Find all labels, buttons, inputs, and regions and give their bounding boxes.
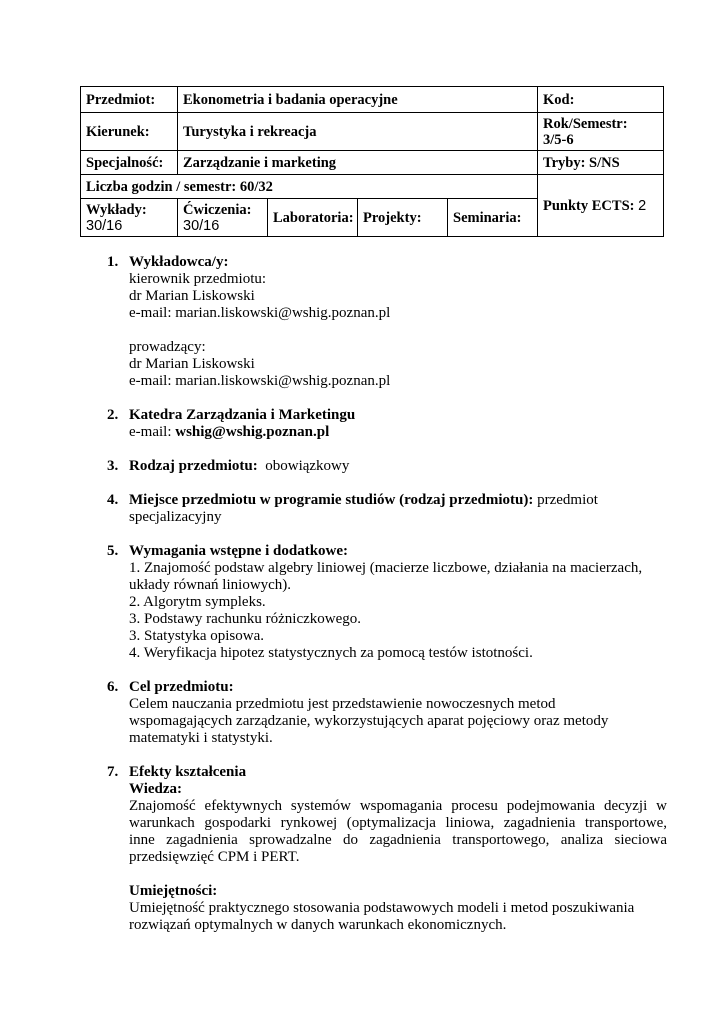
section-title: Katedra Zarządzania i Marketingu <box>129 407 356 423</box>
specjalnosc-value: Zarządzanie i marketing <box>178 151 538 175</box>
cwiczenia-label: Ćwiczenia: <box>183 201 252 218</box>
course-info-table <box>80 86 664 237</box>
ects-cell <box>538 175 664 237</box>
section-number: 2. <box>107 407 119 423</box>
text-line: Znajomość efektywnych systemów wspomagania procesu podejmowania decyzji w <box>129 798 667 814</box>
section-course-place <box>107 492 667 526</box>
email-line <box>129 424 667 441</box>
text-line: inne zagadnienia sprowadzalne do zagadnienia transportowego, analiza sieciowa <box>129 832 667 848</box>
section-title: Cel przedmiotu: <box>129 679 234 695</box>
text-line: prowadzący: <box>129 339 206 355</box>
wyklady-label: Wykłady: <box>86 201 147 218</box>
wyklady-value: 30/16 <box>86 217 123 234</box>
cwiczenia-value: 30/16 <box>183 217 220 234</box>
section-number: 6. <box>107 679 119 695</box>
section-lecturers <box>107 254 667 390</box>
section-number: 1. <box>107 254 119 270</box>
text-line: warunkach gospodarki rynkowej (optymalizacja liniowa, zagadnienia transportowe, <box>129 815 667 831</box>
wyklady-cell <box>81 199 178 237</box>
text-line: dr Marian Liskowski <box>129 288 255 304</box>
section-title: Wykładowca/y: <box>129 254 229 270</box>
text-line <box>129 492 667 509</box>
section-department <box>107 407 667 441</box>
text-line: kierownik przedmiotu: <box>129 271 267 287</box>
kod-label: Kod: <box>538 87 664 113</box>
ects-label: Punkty ECTS: <box>543 197 635 214</box>
kierunek-value: Turystyka i rekreacja <box>178 113 538 151</box>
ects-value: 2 <box>638 197 647 214</box>
tryby-cell: Tryby: S/NS <box>538 151 664 175</box>
section-number: 4. <box>107 492 119 508</box>
kierunek-label: Kierunek: <box>81 113 178 151</box>
text-line: przedsięwzięć CPM i PERT. <box>129 849 300 865</box>
text-line: e-mail: marian.liskowski@wshig.poznan.pl <box>129 373 391 389</box>
list-item: 3. Statystyka opisowa. <box>129 628 264 644</box>
section-title: Rodzaj przedmiotu: <box>129 458 258 474</box>
rok-semestr-cell <box>538 113 664 151</box>
cwiczenia-cell <box>178 199 268 237</box>
section-course-goal <box>107 679 667 747</box>
list-item: 1. Znajomość podstaw algebry liniowej (macierze liczbowe, działania na macierzach, <box>129 560 643 576</box>
text-line <box>129 458 667 475</box>
section-number: 7. <box>107 764 119 780</box>
text-line: Umiejętność praktycznego stosowania podstawowych modeli i metod poszukiwania <box>129 900 635 916</box>
knowledge-paragraph <box>129 798 667 866</box>
section-prerequisites <box>107 543 667 662</box>
syllabus-sections <box>107 254 667 951</box>
section-title: Efekty kształcenia <box>129 764 247 780</box>
specjalnosc-label: Specjalność: <box>81 151 178 175</box>
text-line: rozwiązań optymalnych w danych warunkach ekonomicznych. <box>129 917 507 933</box>
section-course-type <box>107 458 667 475</box>
section-number: 5. <box>107 543 119 559</box>
text-line: Celem nauczania przedmiotu jest przedstawienie nowoczesnych metod <box>129 696 556 712</box>
rok-semestr-label: Rok/Semestr: <box>543 115 628 132</box>
list-item: 2. Algorytm sympleks. <box>129 594 266 610</box>
subsection-title-skills: Umiejętności: <box>129 883 218 899</box>
email-link[interactable]: wshig@wshig.poznan.pl <box>175 424 330 440</box>
email-label: e-mail: <box>129 424 176 440</box>
przedmiot-label: Przedmiot: <box>81 87 178 113</box>
przedmiot-value: Ekonometria i badania operacyjne <box>178 87 538 113</box>
text-line: matematyki i statystyki. <box>129 730 273 746</box>
list-item: 4. Weryfikacja hipotez statystycznych za pomocą testów istotności. <box>129 645 533 661</box>
section-title: Wymagania wstępne i dodatkowe: <box>129 543 349 559</box>
course-place-value: przedmiot <box>537 492 598 508</box>
course-type-value: obowiązkowy <box>265 458 350 474</box>
text-line: wspomagających zarządzanie, wykorzystujących aparat pojęciowy oraz metody <box>129 713 609 729</box>
list-item: układy równań liniowych). <box>129 577 292 593</box>
list-item: 3. Podstawy rachunku różniczkowego. <box>129 611 362 627</box>
rok-semestr-value: 3/5-6 <box>543 131 574 148</box>
text-line: dr Marian Liskowski <box>129 356 255 372</box>
text-line: e-mail: marian.liskowski@wshig.poznan.pl <box>129 305 391 321</box>
section-learning-outcomes <box>107 764 667 934</box>
liczba-godzin: Liczba godzin / semestr: 60/32 <box>81 175 538 199</box>
text-line: specjalizacyjny <box>129 509 222 525</box>
subsection-title-knowledge: Wiedza: <box>129 781 183 797</box>
laboratoria-label: Laboratoria: <box>268 199 358 237</box>
section-title: Miejsce przedmiotu w programie studiów (rodzaj przedmiotu): <box>129 492 534 508</box>
section-number: 3. <box>107 458 119 474</box>
projekty-label: Projekty: <box>358 199 448 237</box>
seminaria-label: Seminaria: <box>448 199 538 237</box>
